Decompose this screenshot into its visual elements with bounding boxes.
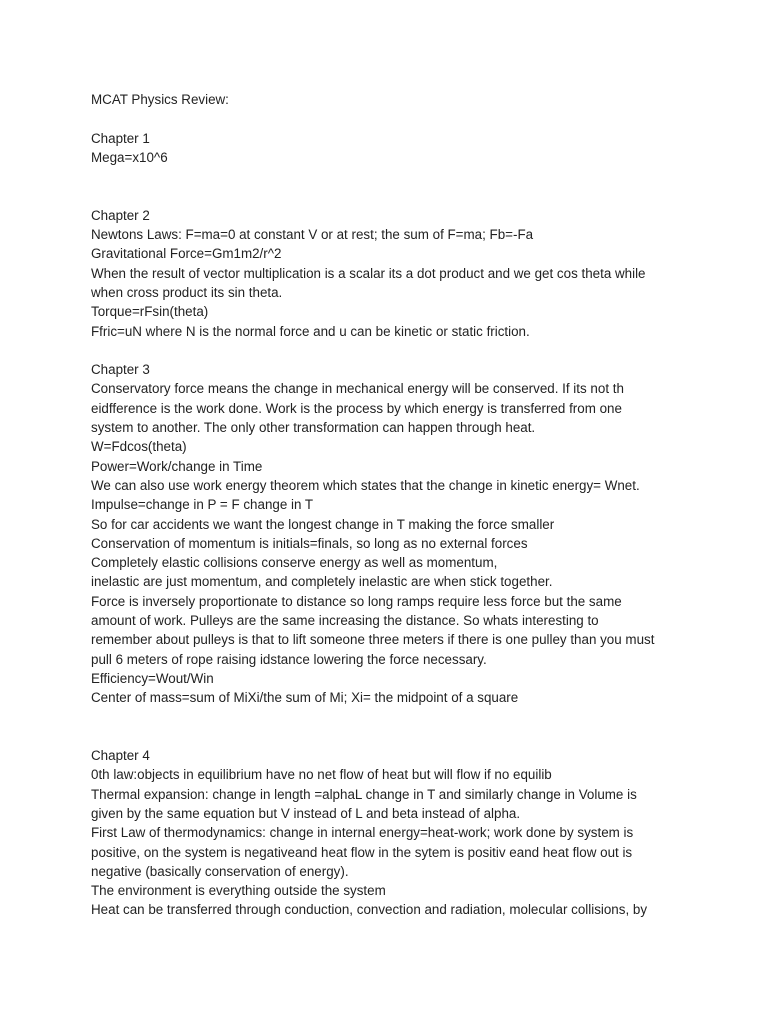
document-page [91, 90, 691, 920]
text-line: Impulse=change in P = F change in T [91, 497, 314, 513]
text-line: Conservation of momentum is initials=finals, so long as no external forces [91, 535, 528, 551]
text-line: eidfference is the work done. Work is the process by which energy is transferred from one [91, 400, 622, 416]
chapter-heading: Chapter 3 [91, 362, 150, 378]
text-line: First Law of thermodynamics: change in internal energy=heat-work; work done by system is [91, 825, 634, 841]
text-line: Center of mass=sum of MiXi/the sum of Mi; Xi= the midpoint of a square [91, 690, 519, 706]
spacer [91, 341, 691, 360]
text-line: We can also use work energy theorem which states that the change in kinetic energy= Wnet. [91, 477, 640, 493]
text-line: Force is inversely proportionate to distance so long ramps require less force but the same [91, 593, 622, 609]
chapter-heading: Chapter 1 [91, 130, 150, 146]
text-line: W=Fdcos(theta) [91, 439, 187, 455]
text-line: amount of work. Pulleys are the same increasing the distance. So whats interesting to [91, 613, 599, 629]
chapter-heading: Chapter 4 [91, 748, 150, 764]
chapter-4-section [91, 746, 691, 920]
text-line: When the result of vector multiplication is a scalar its a dot product and we get cos theta while [91, 265, 646, 281]
text-line: Thermal expansion: change in length =alphaL change in T and similarly change in Volume is [91, 786, 637, 802]
spacer [91, 109, 691, 128]
text-line: Heat can be transferred through conduction, convection and radiation, molecular collisions, by [91, 902, 648, 918]
text-line: Conservatory force means the change in mechanical energy will be conserved. If its not th [91, 381, 624, 397]
text-line: Power=Work/change in Time [91, 458, 263, 474]
text-line: So for car accidents we want the longest change in T making the force smaller [91, 516, 555, 532]
text-line: The environment is everything outside the system [91, 883, 386, 899]
text-line: Newtons Laws: F=ma=0 at constant V or at rest; the sum of F=ma; Fb=-Fa [91, 227, 534, 243]
chapter-heading: Chapter 2 [91, 207, 150, 223]
document-title: MCAT Physics Review: [91, 92, 229, 107]
text-line: positive, on the system is negativeand heat flow in the sytem is positiv eand heat flow out is [91, 844, 633, 860]
text-line: Gravitational Force=Gm1m2/r^2 [91, 246, 282, 262]
text-line: Efficiency=Wout/Win [91, 670, 214, 686]
chapter-3-section [91, 360, 691, 707]
text-line: Mega=x10^6 [91, 149, 168, 165]
text-line: remember about pulleys is that to lift someone three meters if there is one pulley than you must [91, 632, 655, 648]
text-line: Ffric=uN where N is the normal force and u can be kinetic or static friction. [91, 323, 530, 339]
text-line: Torque=rFsin(theta) [91, 304, 209, 320]
text-line: inelastic are just momentum, and completely inelastic are when stick together. [91, 574, 553, 590]
text-line: given by the same equation but V instead of L and beta instead of alpha. [91, 805, 521, 821]
text-line: system to another. The only other transformation can happen through heat. [91, 420, 536, 436]
text-line: pull 6 meters of rope raising idstance lowering the force necessary. [91, 651, 487, 667]
text-line: Completely elastic collisions conserve energy as well as momentum, [91, 555, 498, 571]
spacer [91, 708, 691, 747]
text-line: 0th law:objects in equilibrium have no net flow of heat but will flow if no equilib [91, 767, 552, 783]
chapter-1-section [91, 129, 691, 168]
text-line: when cross product its sin theta. [91, 284, 283, 300]
chapter-2-section [91, 206, 691, 341]
spacer [91, 167, 691, 206]
text-line: negative (basically conservation of energy). [91, 863, 349, 879]
